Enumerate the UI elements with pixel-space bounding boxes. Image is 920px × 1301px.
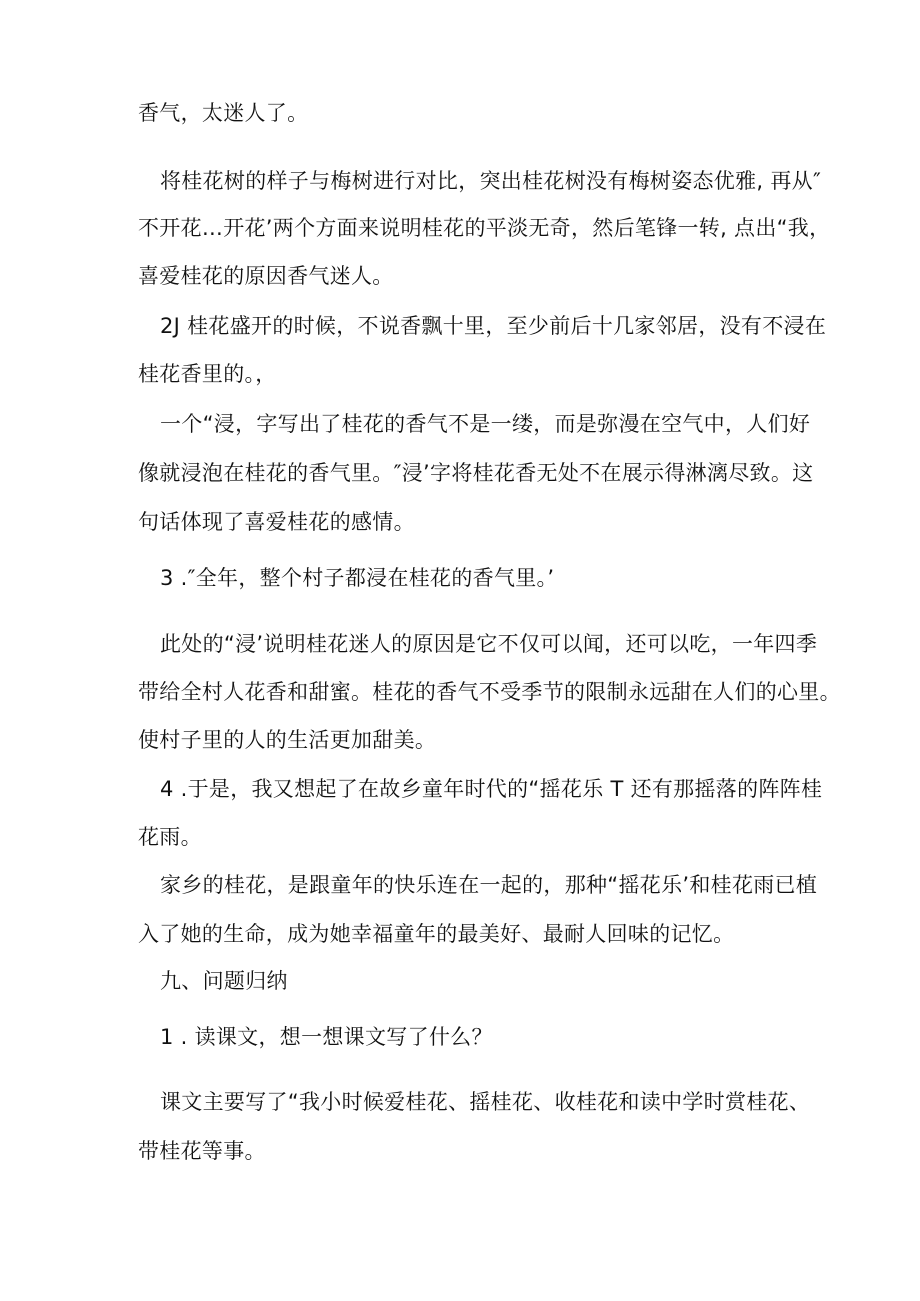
text-line: 3 .″全年，整个村子都浸在桂花的香气里。’ [160,566,555,590]
text-line: 2J 桂花盛开的时候，不说香飘十里，至少前后十几家邻居，没有不浸在 [160,314,827,338]
text-line: 像就浸泡在桂花的香气里。″浸’字将桂花香无处不在展示得淋漓尽致。这 [138,461,814,485]
text-line: 一个“浸，字写出了桂花的香气不是一缕，而是弥漫在空气中，人们好 [160,412,811,436]
section-heading: 九、问题归纳 [160,969,288,993]
text-line: 带桂花等事。 [138,1139,266,1163]
text-line: 课文主要写了“我小时候爱桂花、摇桂花、收桂花和读中学时赏桂花、 [160,1090,811,1114]
text-line: 家乡的桂花，是跟童年的快乐连在一起的，那种“摇花乐’和桂花雨已植 [160,873,818,897]
text-line: 桂花香里的。， [138,362,277,386]
text-line: 不开花…开花’两个方面来说明桂花的平淡无奇，然后笔锋一转, 点出“我， [138,216,831,240]
text-line: 将桂花树的样子与梅树进行对比，突出桂花树没有梅树姿态优雅, 再从″ [160,169,822,193]
text-line: 此处的“浸’说明桂花迷人的原因是它不仅可以闻，还可以吃，一年四季 [160,632,818,656]
text-line: 花雨。 [138,825,202,849]
text-line: 句话体现了喜爱桂花的感情。 [138,510,415,534]
text-line: 4 .于是，我又想起了在故乡童年时代的“摇花乐 T 还有那摇落的阵阵桂 [160,777,823,801]
text-line: 使村子里的人的生活更加甜美。 [138,728,437,752]
text-line: 入了她的生命，成为她幸福童年的最美好、最耐人回味的记忆。 [138,922,735,946]
text-line: 带给全村人花香和甜蜜。桂花的香气不受季节的限制永远甜在人们的心里。 [138,680,841,704]
question-line: 1 . 读课文，想一想课文写了什么？ [160,1025,493,1049]
text-line: 喜爱桂花的原因香气迷人。 [138,264,394,288]
text-line: 香气，太迷人了。 [138,101,309,125]
